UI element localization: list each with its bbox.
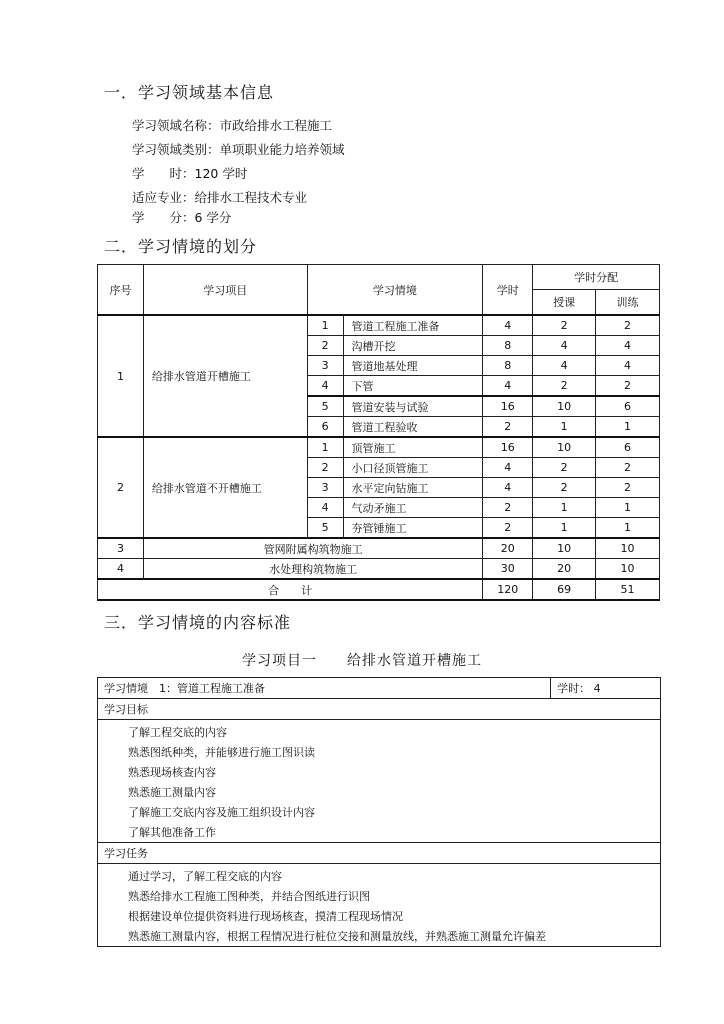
goal-item: 了解工程交底的内容 — [98, 720, 661, 743]
section3-title: 三．学习情境的内容标准 — [104, 613, 292, 632]
goal-item: 了解其他准备工作 — [98, 822, 661, 843]
situation-no: 1 — [307, 437, 343, 458]
situation-no: 3 — [307, 478, 343, 498]
hours: 4 — [483, 458, 533, 478]
hours: 8 — [483, 336, 533, 356]
total-label: 合 计 — [98, 579, 483, 600]
lecture: 1 — [533, 498, 596, 518]
situation-no: 3 — [307, 356, 343, 376]
header-project: 学习项目 — [143, 265, 307, 316]
training: 2 — [596, 315, 660, 336]
hours: 30 — [483, 559, 533, 580]
project-seq: 2 — [98, 437, 144, 538]
lecture: 2 — [533, 478, 596, 498]
project-seq: 3 — [98, 538, 144, 559]
hours: 4 — [483, 376, 533, 397]
goal-item: 熟悉施工测量内容 — [98, 782, 661, 802]
info-line: 学习领域名称：市政给排水工程施工 — [132, 118, 333, 133]
info-line: 适应专业：给排水工程技术专业 — [132, 190, 308, 205]
header-situation: 学习情境 — [307, 265, 483, 316]
hours-label: 学时： 4 — [551, 678, 661, 699]
training: 4 — [596, 356, 660, 376]
section1-title: 一．学习领域基本信息 — [104, 83, 275, 102]
lecture: 1 — [533, 518, 596, 539]
training: 10 — [596, 559, 660, 580]
header-alloc: 学时分配 — [533, 265, 660, 290]
situation-name: 沟槽开挖 — [343, 336, 483, 356]
training: 1 — [596, 417, 660, 438]
lecture: 10 — [533, 538, 596, 559]
lecture: 2 — [533, 458, 596, 478]
hours: 8 — [483, 356, 533, 376]
situation-no: 1 — [307, 315, 343, 336]
situation-no: 5 — [307, 518, 343, 539]
lecture: 4 — [533, 336, 596, 356]
hours: 4 — [483, 478, 533, 498]
goals-title: 学习目标 — [98, 699, 661, 720]
lecture: 10 — [533, 396, 596, 417]
lecture: 20 — [533, 559, 596, 580]
task-item: 通过学习，了解工程交底的内容 — [98, 864, 661, 887]
task-item: 熟悉给排水工程施工图种类，并结合图纸进行识图 — [98, 886, 661, 906]
goal-item: 了解施工交底内容及施工组织设计内容 — [98, 802, 661, 822]
goal-item: 熟悉图纸种类，并能够进行施工图识读 — [98, 742, 661, 762]
hours: 16 — [483, 396, 533, 417]
situation-no: 2 — [307, 336, 343, 356]
lecture: 4 — [533, 356, 596, 376]
project-seq: 4 — [98, 559, 144, 580]
task-item: 根据建设单位提供资料进行现场核查，摸清工程现场情况 — [98, 906, 661, 926]
situation-no: 2 — [307, 458, 343, 478]
section2-title: 二．学习情境的划分 — [104, 237, 258, 256]
lecture: 10 — [533, 437, 596, 458]
hours: 20 — [483, 538, 533, 559]
lecture: 2 — [533, 376, 596, 397]
header-seq: 序号 — [98, 265, 144, 316]
header-lecture: 授课 — [533, 290, 596, 316]
project-subtitle: 学习项目一 给排水管道开槽施工 — [242, 653, 482, 669]
hours: 2 — [483, 518, 533, 539]
hours: 2 — [483, 417, 533, 438]
training: 4 — [596, 336, 660, 356]
hours: 2 — [483, 498, 533, 518]
situation-no: 5 — [307, 396, 343, 417]
situation-name: 管道工程施工准备 — [343, 315, 483, 336]
project-name: 管网附属构筑物施工 — [143, 538, 482, 559]
situation-name: 管道安装与试验 — [343, 396, 483, 417]
training: 10 — [596, 538, 660, 559]
situation-no: 4 — [307, 498, 343, 518]
situation-name: 夯管锤施工 — [343, 518, 483, 539]
situation-no: 6 — [307, 417, 343, 438]
training: 2 — [596, 478, 660, 498]
total-training: 51 — [596, 579, 660, 600]
training: 1 — [596, 498, 660, 518]
project-seq: 1 — [98, 315, 144, 437]
situation-name: 气动矛施工 — [343, 498, 483, 518]
header-training: 训练 — [596, 290, 660, 316]
content-standard-table — [97, 677, 661, 947]
situation-name: 管道地基处理 — [343, 356, 483, 376]
training: 2 — [596, 458, 660, 478]
lecture: 1 — [533, 417, 596, 438]
total-hours: 120 — [483, 579, 533, 600]
project-name: 给排水管道开槽施工 — [143, 315, 307, 437]
situation-name: 管道工程验收 — [343, 417, 483, 438]
project-name: 给排水管道不开槽施工 — [143, 437, 307, 538]
situation-division-table — [97, 264, 660, 601]
info-line: 学 时：120 学时 — [132, 166, 248, 181]
situation-name: 下管 — [343, 376, 483, 397]
info-line: 学 分：6 学分 — [132, 210, 232, 225]
training: 6 — [596, 396, 660, 417]
task-item: 熟悉施工测量内容，根据工程情况进行桩位交接和测量放线，并熟悉施工测量允许偏差 — [98, 926, 661, 947]
situation-no: 4 — [307, 376, 343, 397]
hours: 4 — [483, 315, 533, 336]
project-name: 水处理构筑物施工 — [143, 559, 482, 580]
training: 2 — [596, 376, 660, 397]
info-line: 学习领域类别：单项职业能力培养领域 — [132, 142, 345, 157]
lecture: 2 — [533, 315, 596, 336]
tasks-title: 学习任务 — [98, 843, 661, 864]
training: 1 — [596, 518, 660, 539]
total-lecture: 69 — [533, 579, 596, 600]
situation-name: 小口径顶管施工 — [343, 458, 483, 478]
header-hours: 学时 — [483, 265, 533, 316]
situation-name: 水平定向钻施工 — [343, 478, 483, 498]
situation-name: 顶管施工 — [343, 437, 483, 458]
situation-label: 学习情境 1：管道工程施工准备 — [98, 678, 551, 699]
goal-item: 熟悉现场核查内容 — [98, 762, 661, 782]
training: 6 — [596, 437, 660, 458]
hours: 16 — [483, 437, 533, 458]
